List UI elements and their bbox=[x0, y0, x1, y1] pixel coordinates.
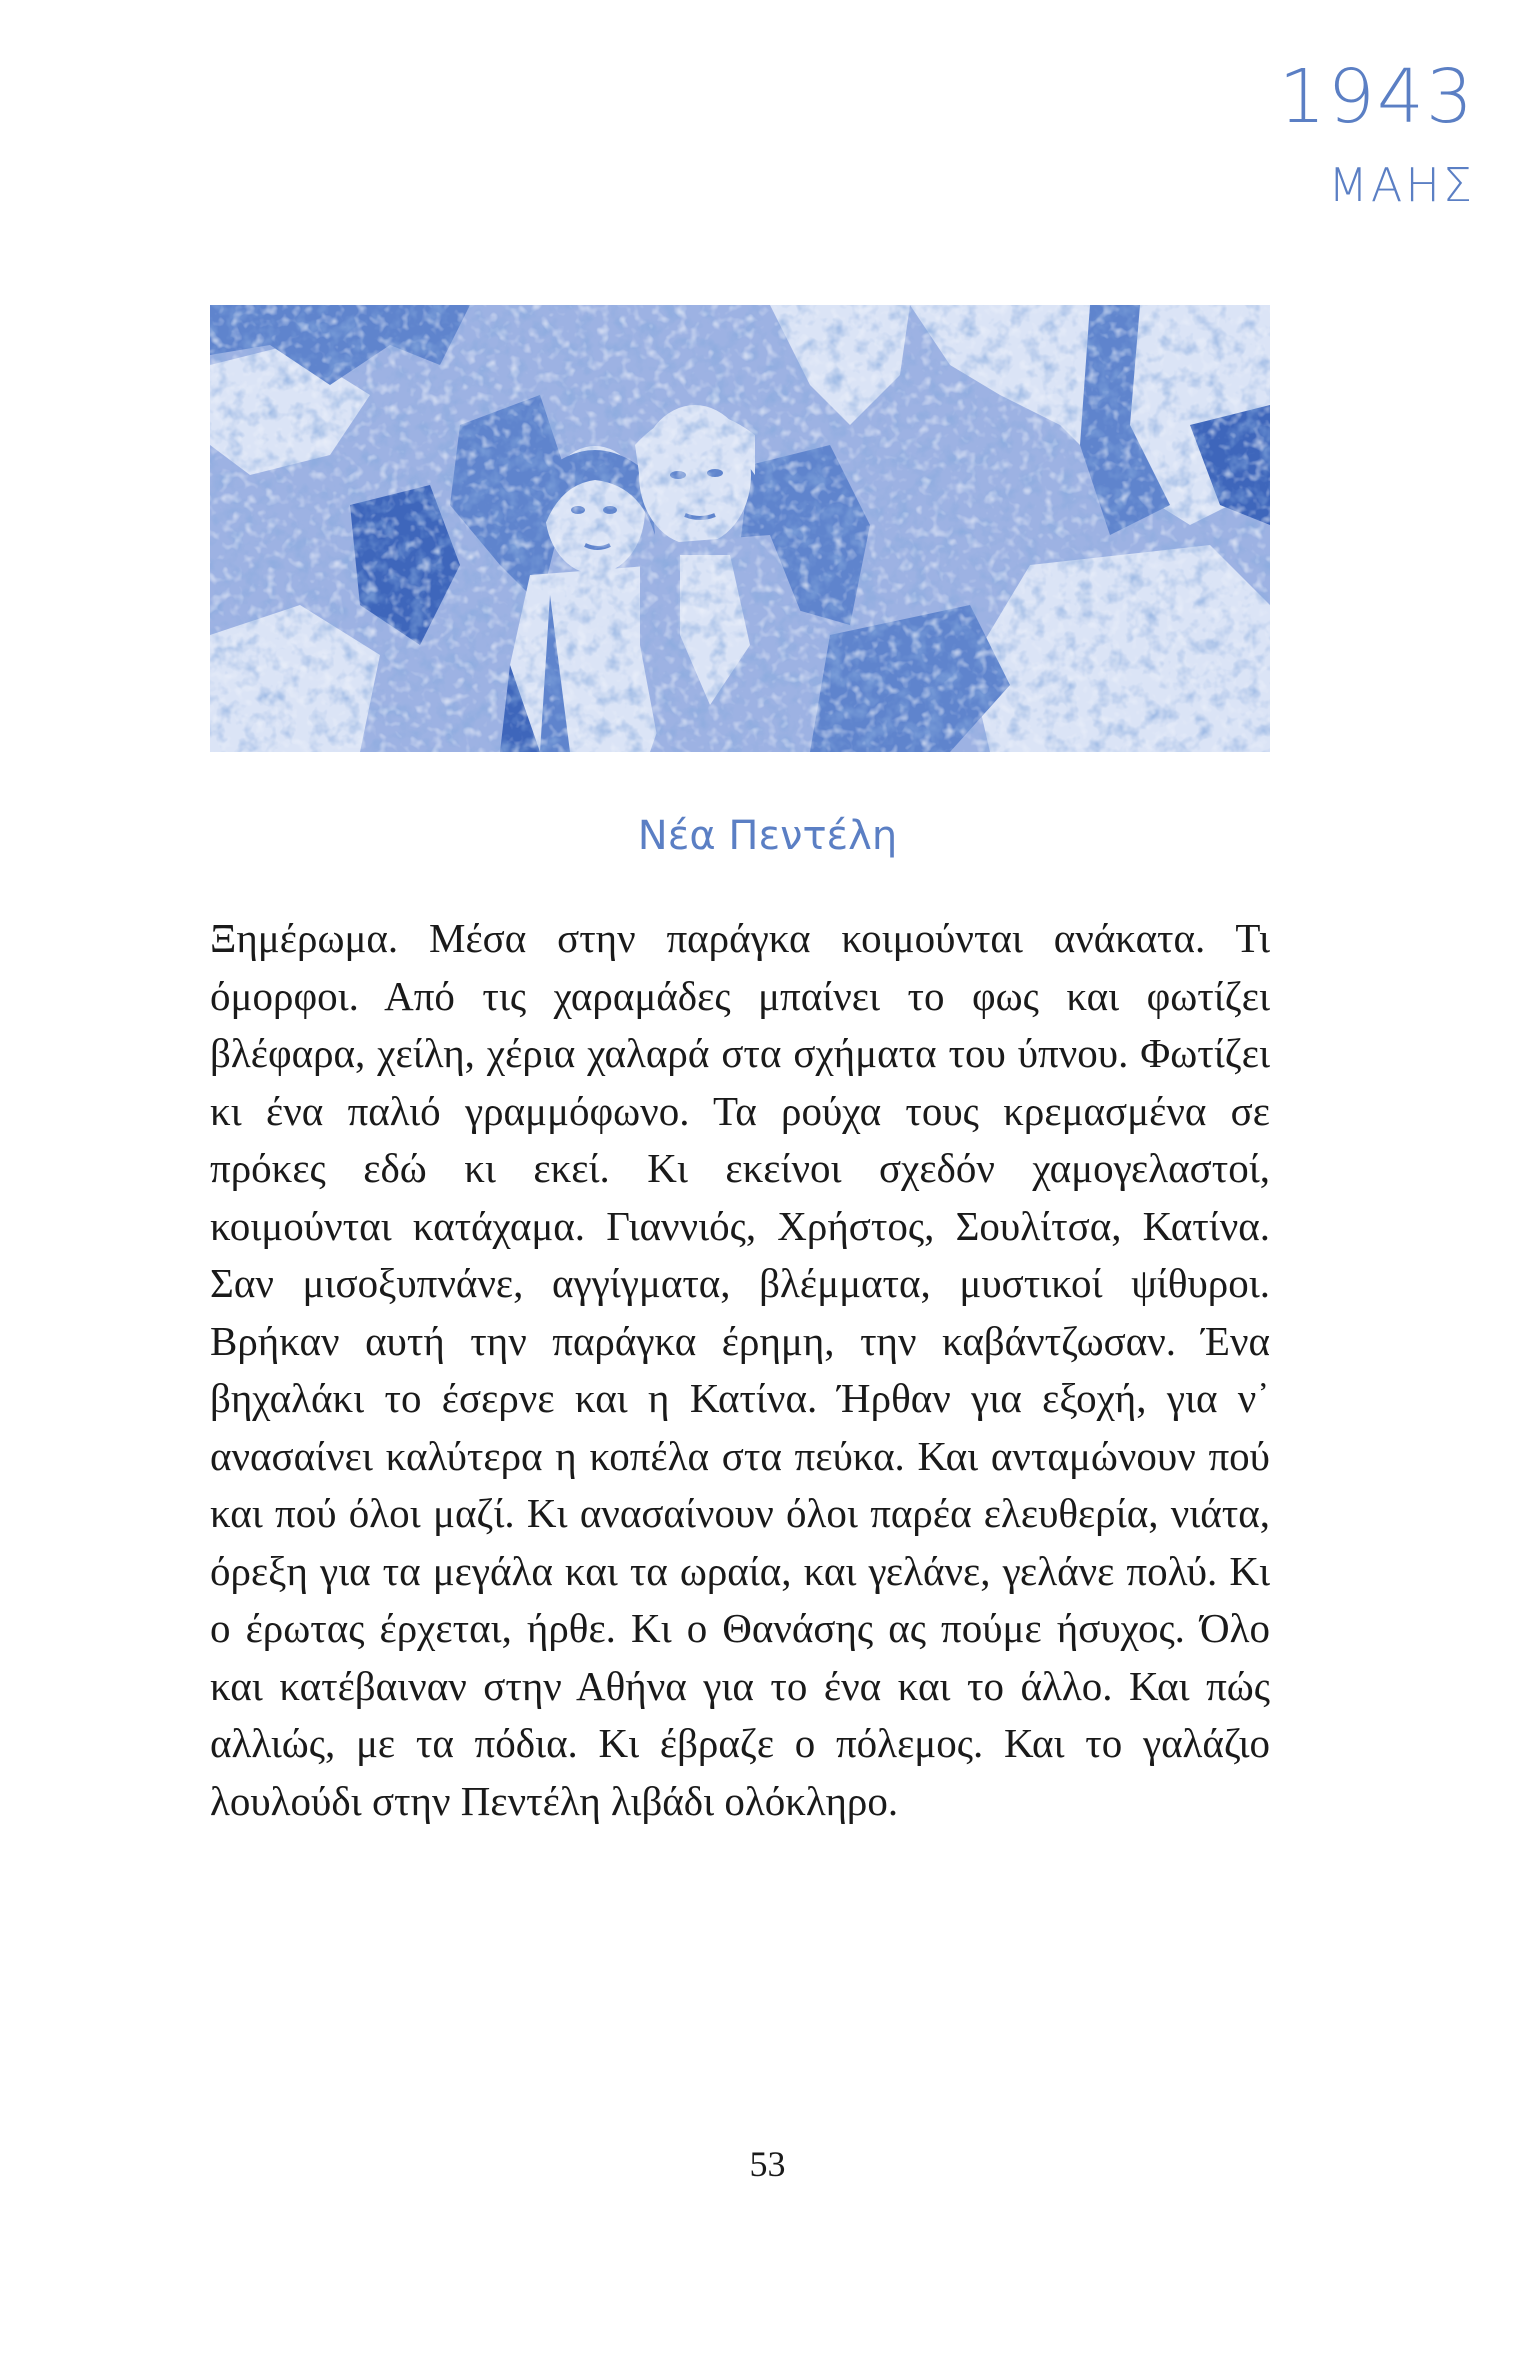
body-paragraph: Ξημέρωμα. Μέσα στην παράγκα κοιμούνται ανάκατα. Τι όμορφοι. Από τις χαραμάδες μπαίνει το φως και φωτίζει βλέφαρα, χείλη, χέρια χαλαρά στα σχήματα του ύπνου. Φωτίζει κι ένα παλιό γραμμόφωνο. Τα ρούχα τους κρεμασμένα σε πρόκες εδώ κι εκεί. Κι εκείνοι σχεδόν χαμογελαστοί, κοιμούνται κατάχαμα. Γιαννιός, Χρήστος, Σουλίτσα, Κατίνα. Σαν μισοξυπνάνε, αγγίγματα, βλέμματα, μυστικοί ψίθυροι. Βρήκαν αυτή την παράγκα έρημη, την καβάντζωσαν. Ένα βηχαλάκι το έσερνε και η Κατίνα. Ήρθαν για εξοχή, για ν᾿ ανασαίνει καλύτερα η κοπέλα στα πεύκα. Και ανταμώνουν πού και πού όλοι μαζί. Κι ανασαίνουν όλοι παρέα ελευθερία, νιάτα, όρεξη για τα μεγάλα και τα ωραία, και γελάνε, γελάνε πολύ. Κι ο έρωτας έρχεται, ήρθε. Κι ο Θανάσης ας πούμε ήσυχος. Όλο και κατέβαιναν στην Αθήνα για το ένα και το άλλο. Και πώς αλλιώς, με τα πόδια. Κι έβραζε ο πόλεμος. Και το γαλάζιο λουλούδι στην Πεντέλη λιβάδι ολόκληρο. bbox=[210, 915, 1270, 1824]
chapter-month: ΜΑΗΣ bbox=[1328, 158, 1475, 212]
page-number: 53 bbox=[749, 2144, 786, 2184]
photo-two-children-forest-image bbox=[210, 305, 1270, 752]
chapter-year: 1943 bbox=[1278, 54, 1475, 140]
section-title: Νέα Πεντέλη bbox=[637, 813, 898, 859]
duotone-photo bbox=[210, 305, 1270, 752]
